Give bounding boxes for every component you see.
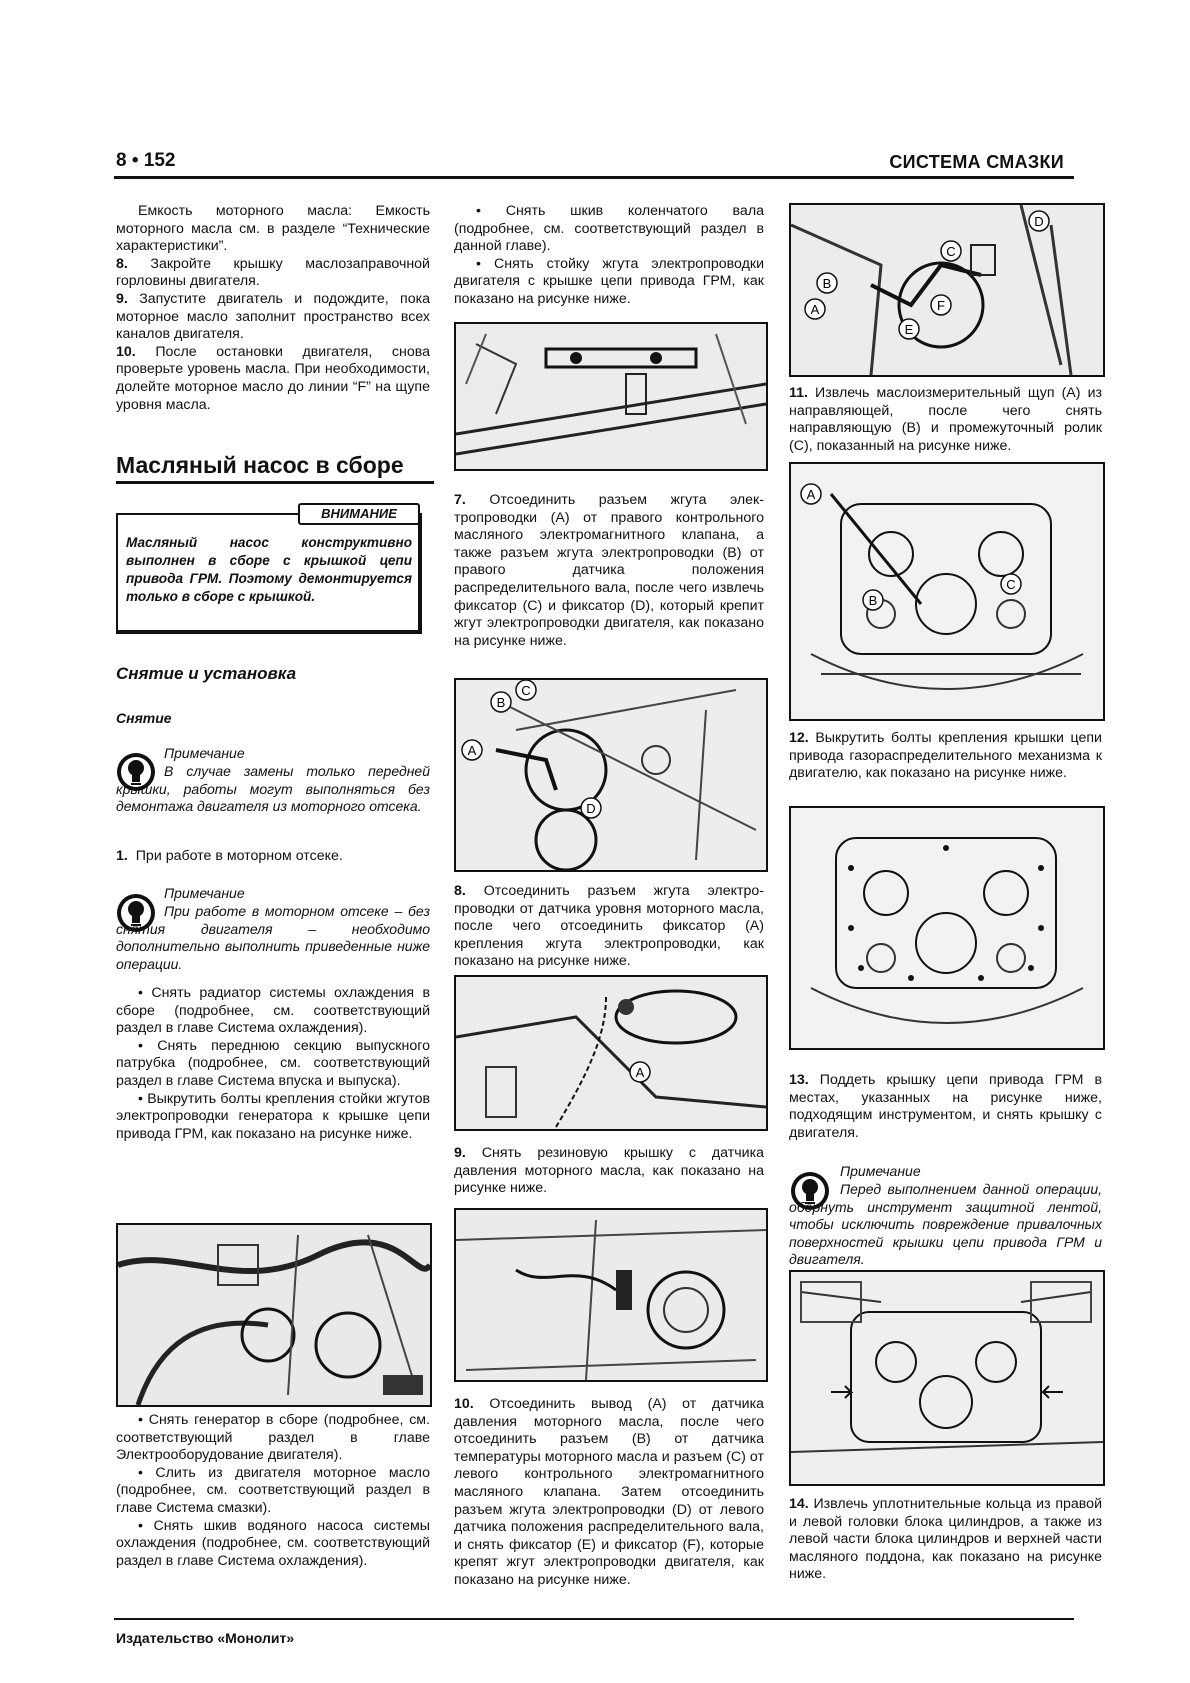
col2-top-text [454,203,764,309]
col2-step9: 9. Снять резиновую крышку с датчика давления моторного масла, как показано на рисунке ниже. [454,1145,764,1197]
step-10: 10. После остановки двигателя, снова проверьте уровень масла. При необходимости, долейте моторное масло до линии “F” на щупе уровня масла. [116,343,430,413]
step-8: 8. Закройте крышку маслозаправочной горловины двигателя. [116,255,430,290]
bullet-drain-oil: • Слить из двигателя моторное масло (подробнее, см. соответствующий раздел в главе Система смазки). [116,1464,430,1516]
bullet-harness-bolts: • Выкрутить болты крепления стойки жгутов электропроводки генератора к крышке цепи привода ГРМ, как показано на рисунке ниже. [116,1090,430,1142]
fig-c3-1-label-d: D [1034,214,1044,229]
fig-c3-1-label-c: C [946,244,956,259]
note1-title: Примечание [164,745,245,761]
fig-c3-1-label-a: A [810,302,820,317]
capacity-paragraph: Емкость моторного масла: Емкость моторного масла см. в разделе “Технические характеристики”. [116,203,430,255]
figure-cover-bolts [789,806,1105,1050]
bullet-harness-stand: • Снять стойку жгута электропроводки двигателя с крышке цепи привода ГРМ, как показано на рисунке ниже. [454,255,764,307]
col1-top-text [116,203,430,414]
footer-rule [114,1618,1074,1620]
fig2-label-a: A [467,743,477,758]
col3-step14: 14. Извлечь уплотнительные кольца из правой и левой головки блока цилиндров, а также из левой части блока цилиндров и верхней части масляного поддона, как показано на рисунке ниже. [789,1496,1102,1583]
figure-harness-bracket [454,322,768,471]
fig2-label-d: D [586,801,596,816]
col3-step11: 11. Извлечь маслоизмерительный щуп (А) из направляющей, после чего снять направляющую (В) и промежуточный ролик (С), показанный на рисунке ниже. [789,385,1102,454]
step-9: 9. Запустите двигатель и подождите, пока моторное масло заполнит пространство всех каналов двигателя. [116,290,430,343]
fig-c3-2-label-a: A [806,487,816,502]
header-rule [114,176,1074,179]
figure-oil-level-sensor [454,975,768,1131]
figure-right-connectors [454,678,768,872]
fig2-label-b: B [496,695,506,710]
figure-oil-pressure-sensor [454,1208,768,1382]
warning-label: ВНИМАНИЕ [298,503,420,525]
bullet-water-pump: • Снять шкив водяного насоса системы охлаждения (подробнее, см. соответствующий раздел в главе Система охлаждения). [116,1517,430,1569]
col2-step8: 8. Отсоединить разъем жгута электропроводки от датчика уровня моторного масла, после чего отсоединить фиксатор (А) крепления жгута электропроводки, как показано на рисунке ниже. [454,883,764,970]
subsection-heading: Снятие и установка [116,664,297,683]
fig-c3-1-label-e: E [904,322,914,337]
note3-text: Перед выполнением данной операции, обернуть инструмент защитной лентой, чтобы исключить повреждение привалочных поверхностей крышки цепи привода ГРМ и двигателя. [789,1181,1102,1268]
bullet-crank-pulley: • Снять шкив коленчатого вала (подробнее, см. соответствующий раздел в данной главе). [454,203,764,255]
fig-c3-1-label-f: F [937,298,945,313]
fig2-label-c: C [521,683,531,698]
figure-left-connectors [789,203,1105,377]
bullet-exhaust: • Снять переднюю секцию выпускного патрубка (подробнее, см. соответствующий раздел в главе Система впуска и выпуска). [116,1037,430,1089]
note2-title: Примечание [164,885,245,901]
page-number: 8 • 152 [116,150,176,171]
fig3-label-a: A [635,1065,645,1080]
fig-c3-1-label-b: B [822,276,832,291]
figure-dipstick-guide [789,462,1105,721]
col3-step12: 12. Выкрутить болты крепления крышки цепи привода газораспределительного механизма к двигателю, как показано на рисунке ниже. [789,730,1102,782]
figure-harness-stand [116,1223,432,1407]
fig-c3-2-label-b: B [868,593,878,608]
col2-step7: 7. Отсоединить разъем жгута электропроводки (А) от правого контрольного масляного электромагнитного клапана, а также разъем жгута электропроводки (В) от правого датчика положения распределительного вала, после чего извлечь фиксатор (С) и фиксатор (D), который крепит жгут электропроводки двигателя, как показано на рисунке ниже. [454,492,764,649]
running-section-title: СИСТЕМА СМАЗКИ [889,152,1064,172]
removal-heading: Снятие [116,710,172,726]
section-heading: Масляный насос в сборе [116,452,434,484]
warning-text: Масляный насос конструктивно выполнен в сборе с крышкой цепи привода ГРМ. Поэтому демонтируется только в сборе с крышкой. [126,535,412,604]
col1-bullets-b [116,1412,430,1570]
publisher-footer: Издательство «Монолит» [116,1630,295,1646]
col2-step10: 10. Отсоединить вывод (А) от датчика давления моторного масла, после чего отсоединить разъем (В) от датчика температуры моторного масла и разъем (С) от левого контрольного электромагнитного масляного клапана. Затем отсоединить разъем жгута электропроводки (D) от левого датчика положения распределительного вала, и снять фиксатор (E) и фиксатор (F), которые крепят жгут электропроводки двигателя, как показано на рисунке ниже. [454,1396,764,1588]
fig-c3-2-label-c: C [1006,577,1016,592]
note2-text: При работе в моторном отсеке – без снятия двигателя – необходимо дополнительно выполнить приведенные ниже операции. [116,903,430,972]
figure-pry-points [789,1270,1105,1486]
col1-bullets-a [116,985,430,1143]
note1-text: В случае замены только передней крышки, работы могут выполняться без демонтажа двигателя из моторного отсека. [116,763,430,815]
bullet-radiator: • Снять радиатор системы охлаждения в сборе (подробнее, см. соответствующий раздел в главе Система охлаждения). [116,985,430,1037]
col3-step13: 13. Поддеть крышку цепи привода ГРМ в местах, указанных на рисунке ниже, подходящим инструментом, и снять крышку с двигателя. [789,1072,1102,1141]
step-1: 1. При работе в моторном отсеке. [116,848,343,864]
note3-title: Примечание [840,1163,921,1179]
bullet-generator: • Снять генератор в сборе (подробнее, см. соответствующий раздел в главе Электрооборудование двигателя). [116,1412,430,1464]
